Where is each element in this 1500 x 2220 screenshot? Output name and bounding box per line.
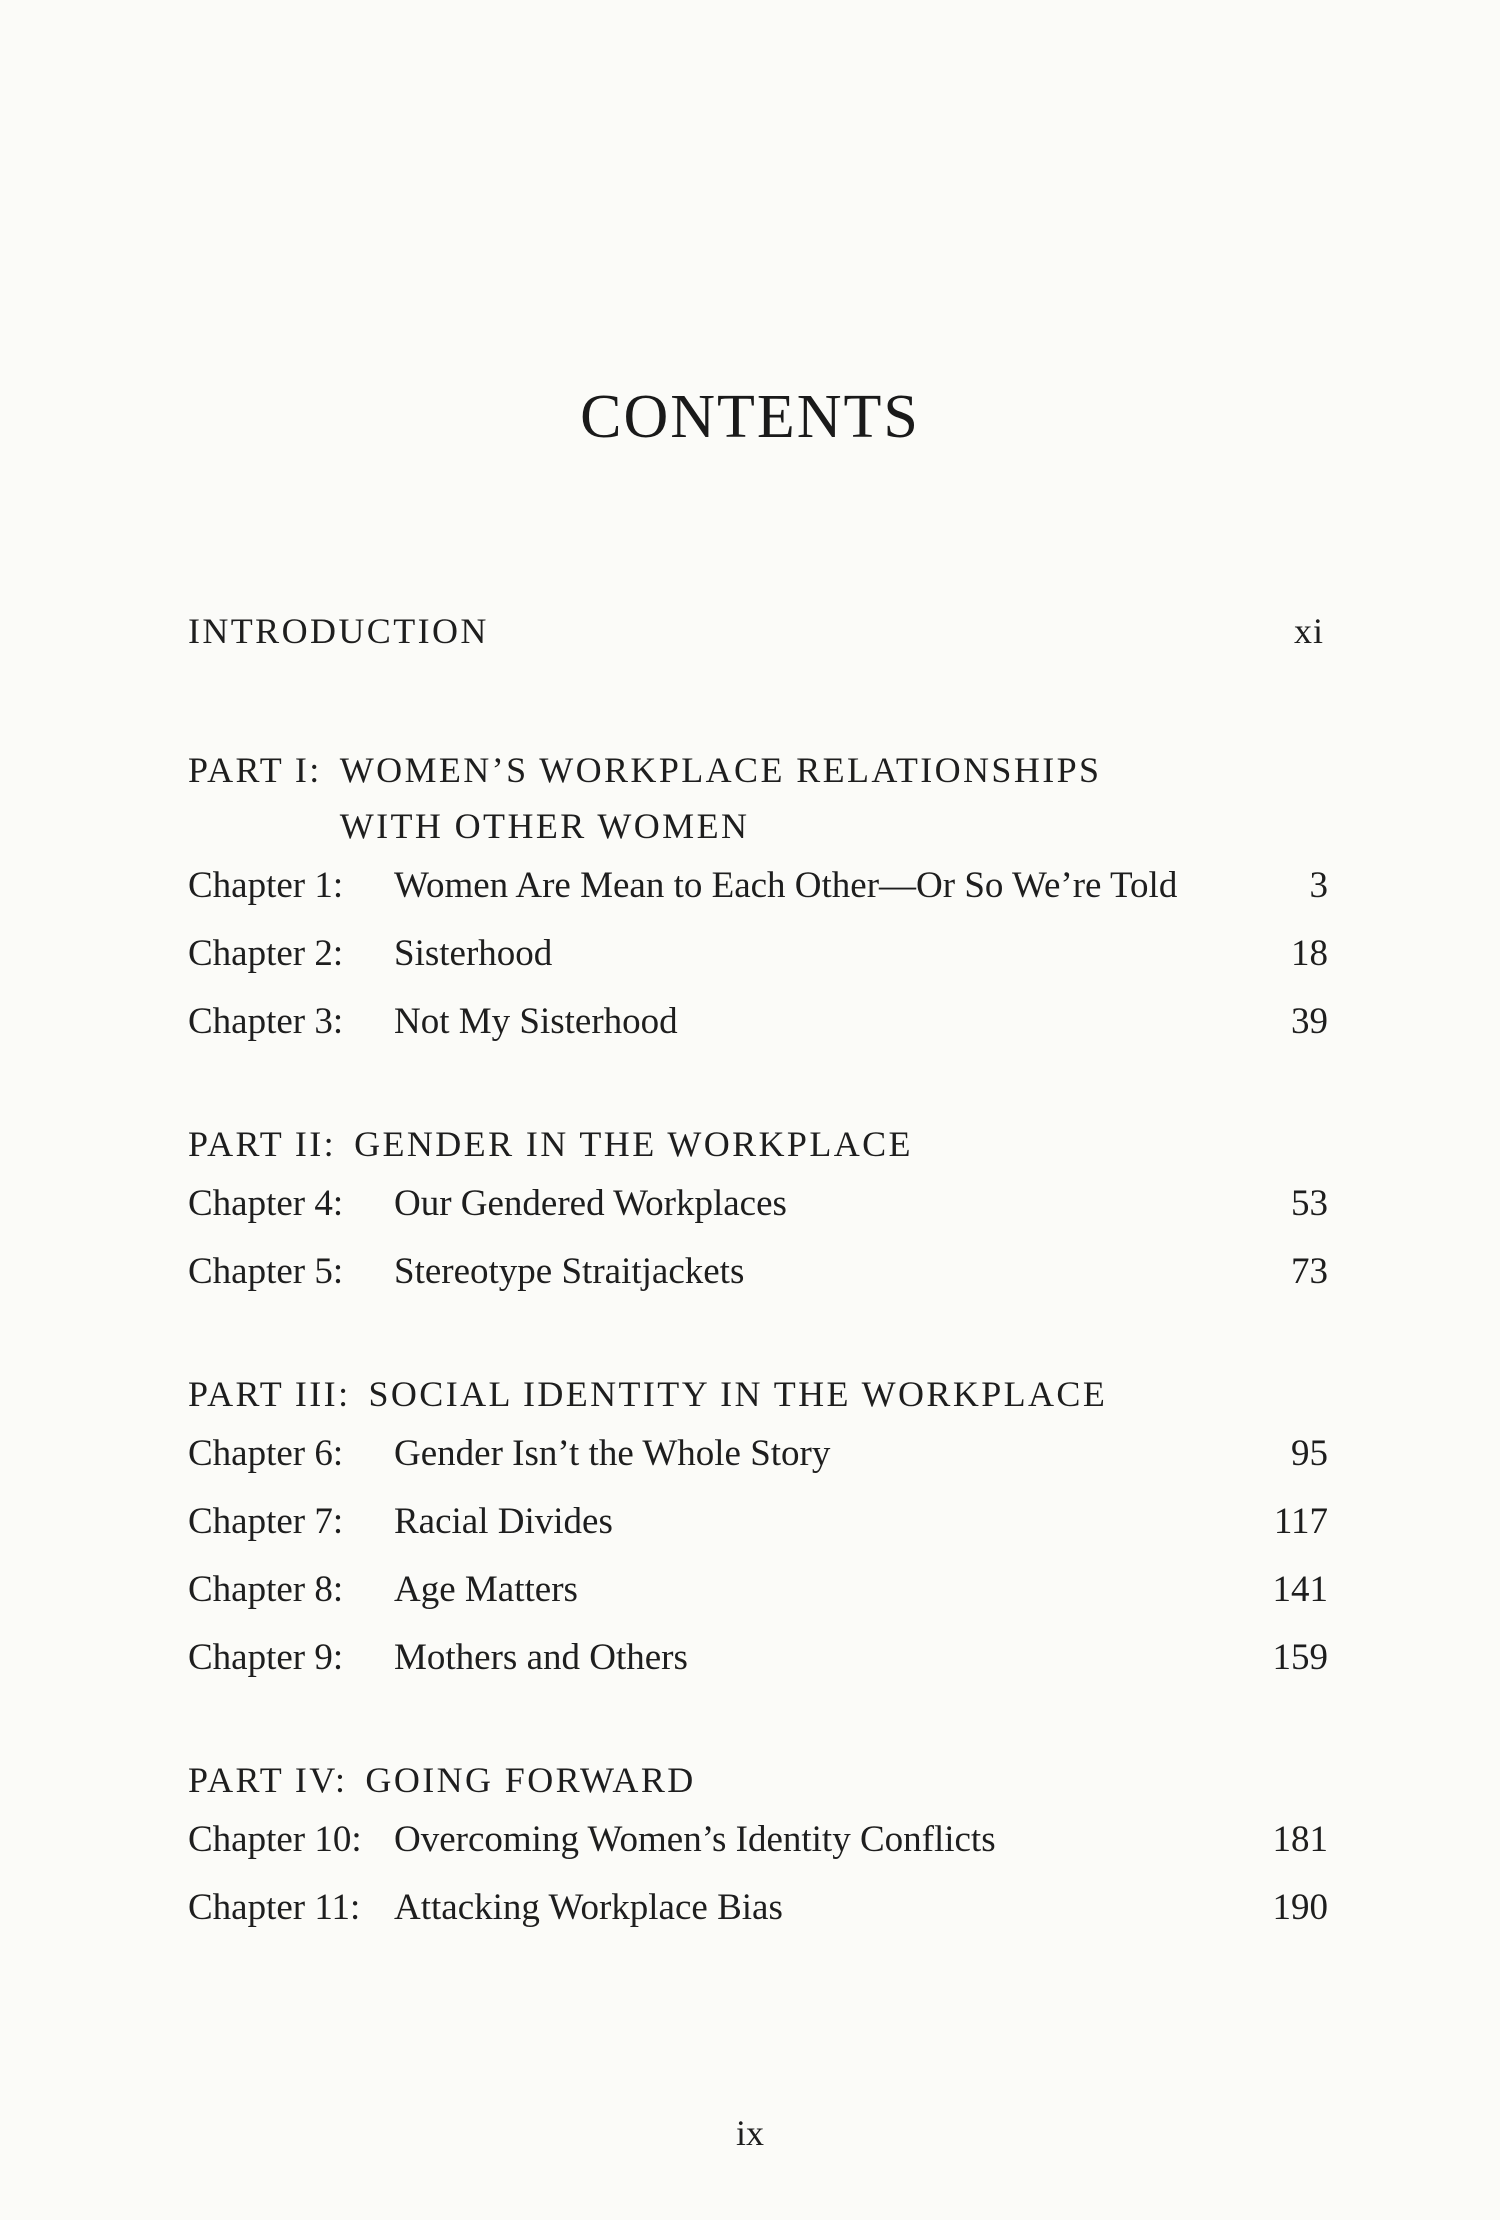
chapter-page-number: 117: [1273, 1501, 1328, 1542]
chapter-entry: [188, 864, 1328, 932]
part-title: [365, 1752, 1328, 1808]
parts-list: [188, 742, 1328, 1954]
toc-part: [188, 1116, 1328, 1318]
chapter-title: Women Are Mean to Each Other—Or So We’re Told: [394, 865, 1178, 906]
chapter-label: Chapter 5:: [188, 1251, 344, 1292]
toc-part: [188, 742, 1328, 1068]
part-title-line: WITH OTHER WOMEN: [339, 806, 750, 846]
chapter-entry: [188, 1636, 1328, 1704]
chapter-title: Racial Divides: [394, 1501, 613, 1542]
part-title-line: WOMEN’S WORKPLACE RELATIONSHIPS: [339, 750, 1102, 790]
toc-part: [188, 1752, 1328, 1954]
chapter-label: Chapter 11:: [188, 1887, 361, 1928]
chapter-label: Chapter 10:: [188, 1819, 362, 1860]
part-title-line: GOING FORWARD: [365, 1760, 696, 1800]
chapter-entry: [188, 1500, 1328, 1568]
chapter-entry: [188, 1250, 1328, 1318]
chapter-entry: [188, 1000, 1328, 1068]
chapter-title: Not My Sisterhood: [394, 1001, 678, 1042]
chapter-entry: [188, 1886, 1328, 1954]
chapter-title: Sisterhood: [394, 933, 553, 974]
chapter-page-number: 141: [1272, 1569, 1328, 1610]
part-title-line: SOCIAL IDENTITY IN THE WORKPLACE: [368, 1374, 1108, 1414]
chapter-page-number: 181: [1272, 1819, 1328, 1860]
chapter-title: Gender Isn’t the Whole Story: [394, 1433, 831, 1474]
chapter-title: Our Gendered Workplaces: [394, 1183, 787, 1224]
chapter-entry: [188, 1818, 1328, 1886]
page-number-folio: ix: [735, 2113, 764, 2153]
part-label: PART II:: [188, 1124, 337, 1164]
chapter-label: Chapter 6:: [188, 1433, 344, 1474]
chapter-label: Chapter 9:: [188, 1637, 344, 1678]
part-heading: [188, 1116, 1328, 1172]
chapter-entry: [188, 1182, 1328, 1250]
chapter-entry: [188, 932, 1328, 1000]
part-title: [354, 1116, 1328, 1172]
chapter-title: Mothers and Others: [394, 1637, 688, 1678]
chapter-entry: [188, 1432, 1328, 1500]
toc-introduction-entry: [188, 610, 1328, 694]
chapter-label: Chapter 3:: [188, 1001, 344, 1042]
chapter-page-number: 159: [1272, 1637, 1328, 1678]
part-title: [340, 742, 1328, 854]
chapter-label: Chapter 7:: [188, 1501, 344, 1542]
table-of-contents: [188, 610, 1328, 1954]
chapter-label: Chapter 8:: [188, 1569, 344, 1610]
chapter-page-number: 53: [1291, 1183, 1328, 1224]
chapter-title: Stereotype Straitjackets: [394, 1251, 745, 1292]
chapter-page-number: 190: [1272, 1887, 1328, 1928]
introduction-label: INTRODUCTION: [188, 611, 489, 651]
introduction-page-number: xi: [1293, 611, 1324, 651]
chapter-page-number: 73: [1291, 1251, 1328, 1292]
chapter-label: Chapter 2:: [188, 933, 344, 974]
part-heading: [188, 1366, 1328, 1422]
chapter-page-number: 39: [1291, 1001, 1328, 1042]
chapter-label: Chapter 4:: [188, 1183, 344, 1224]
chapter-title: Overcoming Women’s Identity Conflicts: [394, 1819, 996, 1860]
part-label: PART I:: [188, 750, 322, 790]
chapter-page-number: 18: [1291, 933, 1328, 974]
chapter-title: Age Matters: [394, 1569, 578, 1610]
chapter-page-number: 3: [1309, 865, 1328, 906]
chapter-label: Chapter 1:: [188, 865, 344, 906]
part-title: [368, 1366, 1328, 1422]
chapter-page-number: 95: [1291, 1433, 1328, 1474]
part-label: PART IV:: [188, 1760, 348, 1800]
part-title-line: GENDER IN THE WORKPLACE: [354, 1124, 913, 1164]
part-heading: [188, 1752, 1328, 1808]
toc-part: [188, 1366, 1328, 1704]
chapter-title: Attacking Workplace Bias: [394, 1887, 783, 1928]
part-label: PART III:: [188, 1374, 351, 1414]
chapter-entry: [188, 1568, 1328, 1636]
part-heading: [188, 742, 1328, 854]
page-title: CONTENTS: [580, 383, 920, 451]
